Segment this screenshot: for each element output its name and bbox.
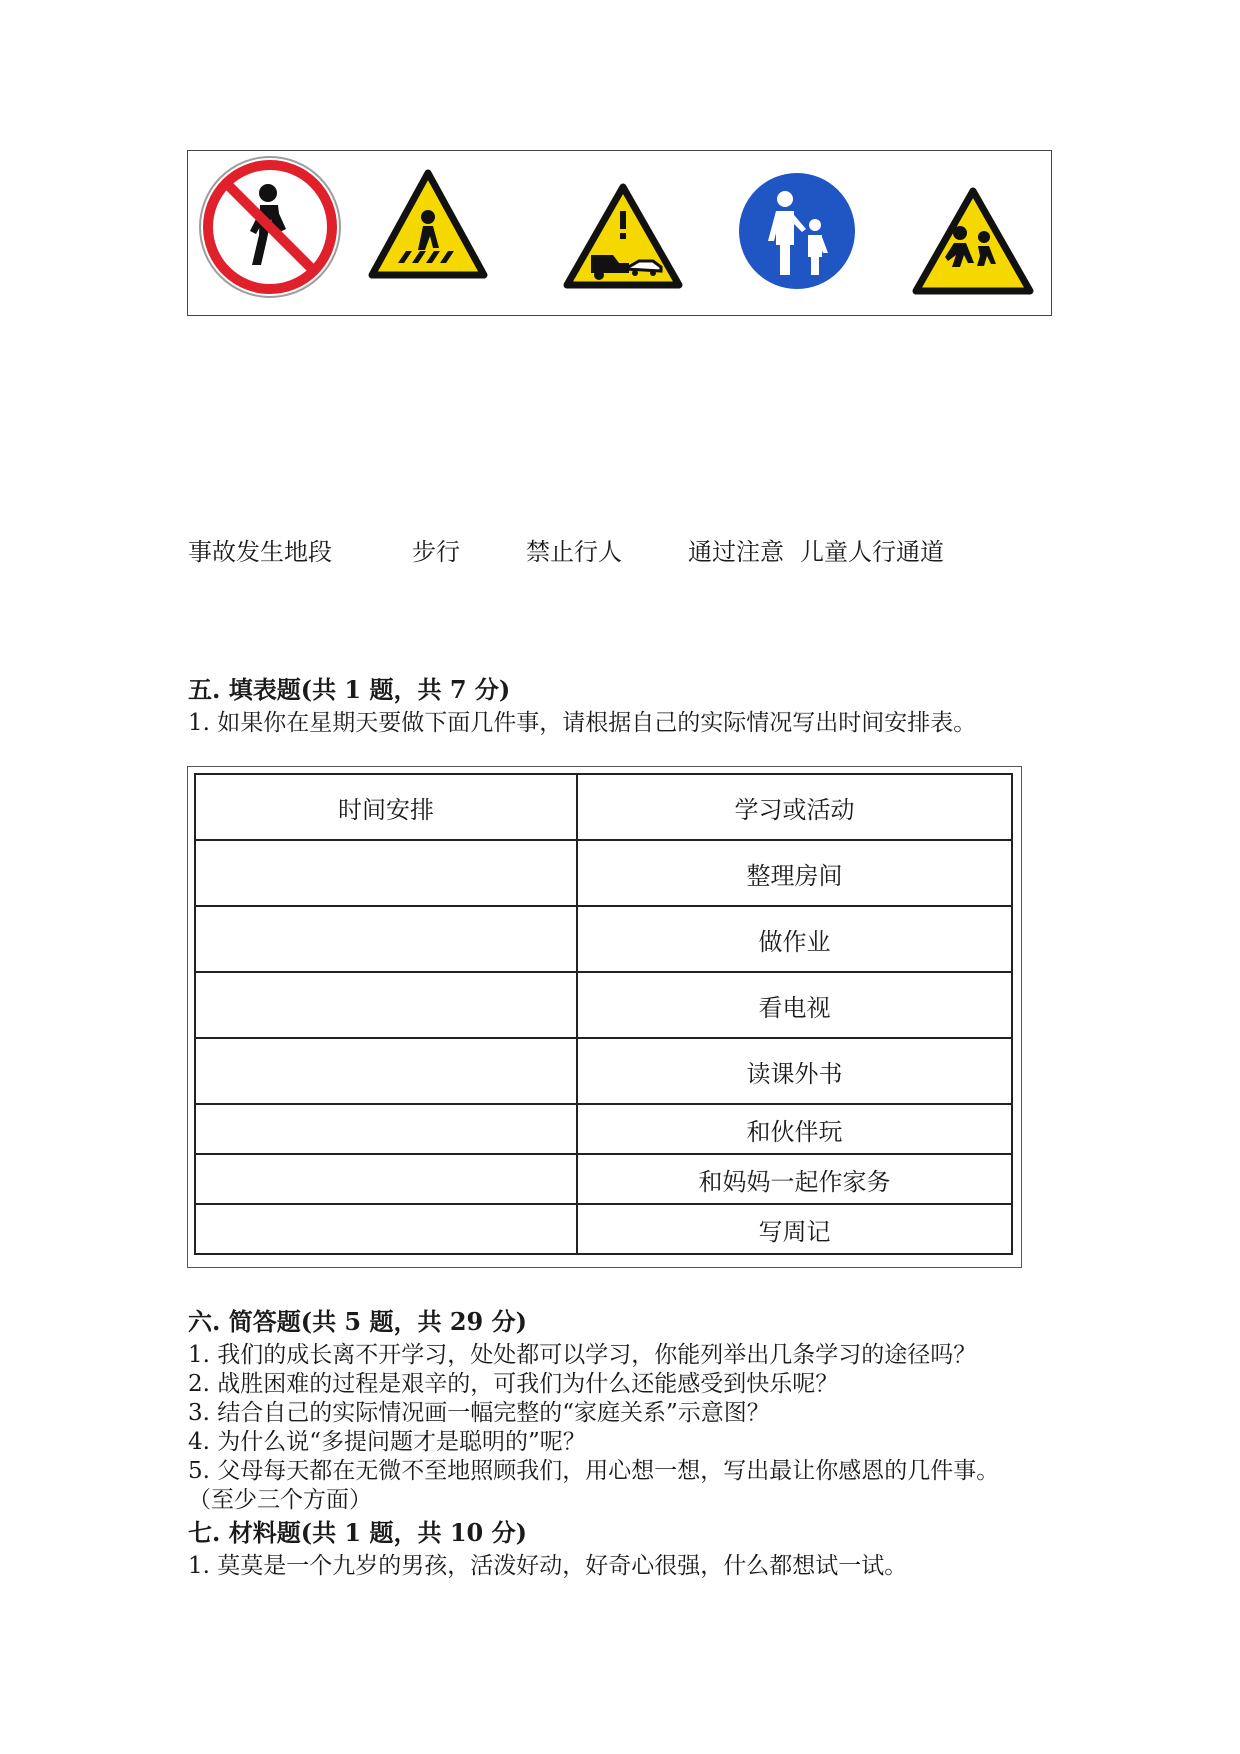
sign-labels (188, 532, 1088, 572)
table-row (195, 1204, 1012, 1254)
section-6-question-5-note: （至少三个方面） (188, 1487, 372, 1513)
accident-warning-icon (563, 183, 683, 291)
section-6-question-5: 5. 父母每天都在无微不至地照顾我们，用心想一想，写出最让你感恩的几件事。 (188, 1458, 1000, 1484)
time-cell[interactable] (195, 1154, 577, 1204)
table-row (195, 840, 1012, 906)
time-cell[interactable] (195, 972, 577, 1038)
time-cell[interactable] (195, 1038, 577, 1104)
section-7-title: 七. 材料题(共 1 题，共 10 分) (188, 1518, 527, 1547)
section-7-question: 1. 莫莫是一个九岁的男孩，活泼好动，好奇心很强，什么都想试一试。 (188, 1553, 908, 1579)
sign-label: 事故发生地段 (188, 538, 332, 566)
children-warning-icon (910, 171, 1036, 297)
sign-label: 禁止行人 (526, 538, 622, 566)
section-6-question-1: 1. 我们的成长离不开学习，处处都可以学习，你能列举出几条学习的途径吗？ (188, 1342, 977, 1368)
traffic-signs-box (187, 150, 1052, 316)
table-row (195, 1154, 1012, 1204)
section-5-question: 1. 如果你在星期天要做下面几件事，请根据自己的实际情况写出时间安排表。 (188, 710, 977, 736)
activity-cell: 写周记 (577, 1204, 1012, 1254)
activity-cell: 整理房间 (577, 840, 1012, 906)
table-header-activity: 学习或活动 (577, 774, 1012, 840)
no-pedestrians-sign-icon (196, 153, 346, 301)
table-row (195, 1038, 1012, 1104)
section-6-question-4: 4. 为什么说“多提问题才是聪明的”呢？ (188, 1429, 586, 1455)
sign-label: 儿童人行通道 (800, 538, 944, 566)
activity-cell: 做作业 (577, 906, 1012, 972)
time-cell[interactable] (195, 1204, 577, 1254)
time-cell[interactable] (195, 1104, 577, 1154)
activity-cell: 看电视 (577, 972, 1012, 1038)
section-6-question-2: 2. 战胜困难的过程是艰辛的，可我们为什么还能感受到快乐呢？ (188, 1371, 839, 1397)
section-6-title: 六. 简答题(共 5 题，共 29 分) (188, 1307, 527, 1336)
table-row (195, 972, 1012, 1038)
table-row (195, 906, 1012, 972)
table-row (195, 1104, 1012, 1154)
time-cell[interactable] (195, 906, 577, 972)
pedestrian-crossing-warning-icon (368, 169, 488, 281)
time-cell[interactable] (195, 840, 577, 906)
schedule-table-frame (187, 766, 1022, 1268)
activity-cell: 读课外书 (577, 1038, 1012, 1104)
pedestrian-walkway-sign-icon (735, 169, 859, 293)
sign-label: 步行 (412, 538, 460, 566)
schedule-table (194, 773, 1013, 1255)
sign-label: 通过注意 (688, 538, 784, 566)
table-header-time: 时间安排 (195, 774, 577, 840)
section-5-title: 五. 填表题(共 1 题，共 7 分) (188, 675, 511, 704)
section-6-question-3: 3. 结合自己的实际情况画一幅完整的“家庭关系”示意图？ (188, 1400, 770, 1426)
activity-cell: 和妈妈一起作家务 (577, 1154, 1012, 1204)
activity-cell: 和伙伴玩 (577, 1104, 1012, 1154)
